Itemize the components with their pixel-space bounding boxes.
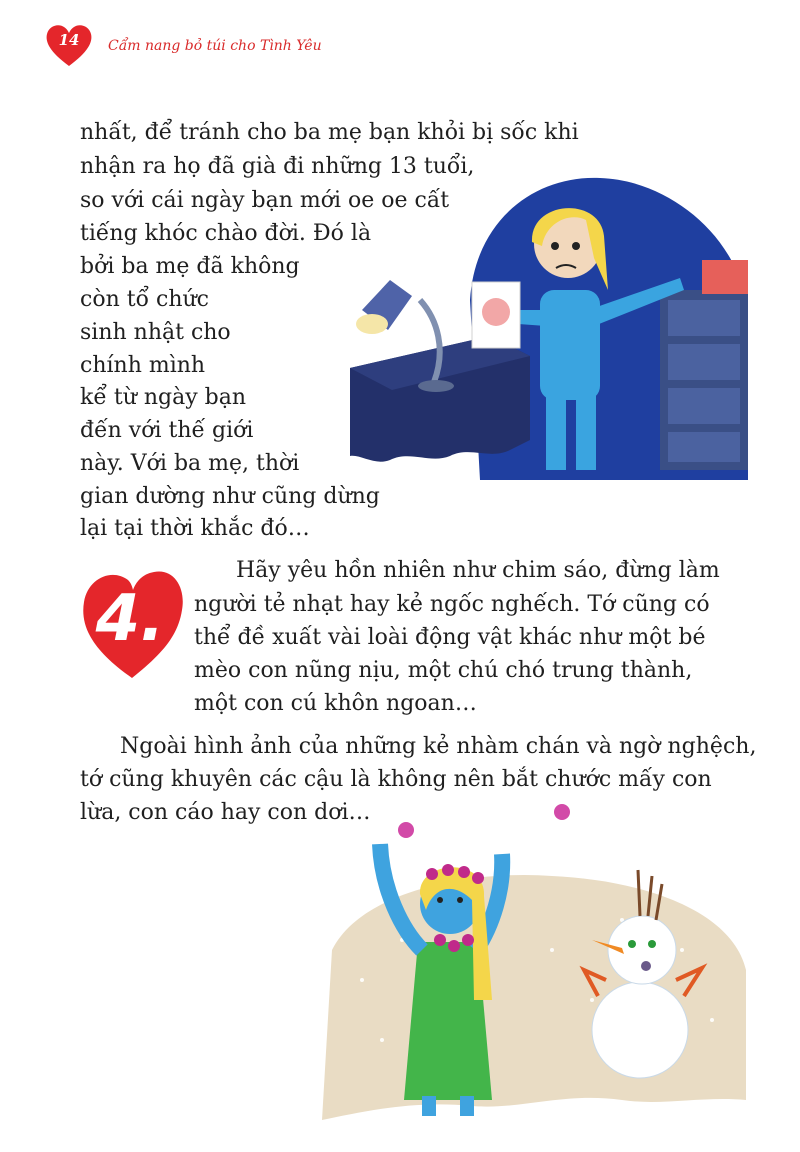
text-line: một con cú khôn ngoan… <box>194 691 477 716</box>
text-line: này. Với ba mẹ, thời <box>80 451 300 476</box>
text-line: Hãy yêu hồn nhiên như chim sáo, đừng làm <box>236 558 720 583</box>
page-number: 14 <box>58 31 80 49</box>
text-line: gian dường như cũng dừng <box>80 484 380 509</box>
text-line: mèo con nũng nịu, một chú chó trung thành, <box>194 658 693 683</box>
text-line: so với cái ngày bạn mới oe oe cất <box>80 188 450 213</box>
text-line: chính mình <box>80 353 206 378</box>
text-line: nhất, để tránh cho ba mẹ bạn khỏi bị sốc khi <box>80 120 579 145</box>
text-line: đến với thế giới <box>80 418 254 443</box>
running-title: Cẩm nang bỏ túi cho Tình Yêu <box>108 38 322 54</box>
text-line: Ngoài hình ảnh của những kẻ nhàm chán và ngờ nghệch, <box>120 734 757 759</box>
text-line: bởi ba mẹ đã không <box>80 254 300 279</box>
text-line: lại tại thời khắc đó… <box>80 516 310 541</box>
text-line: tiếng khóc chào đời. Đó là <box>80 221 372 246</box>
text-line: còn tổ chức <box>80 287 210 312</box>
text-line: sinh nhật cho <box>80 320 231 345</box>
text-line: người tẻ nhạt hay kẻ ngốc nghếch. Tớ cũng có <box>194 592 710 617</box>
text-line: tớ cũng khuyên các cậu là không nên bắt chước mấy con <box>80 767 712 792</box>
item-number: 4. <box>95 582 165 656</box>
text-line: lừa, con cáo hay con dơi… <box>80 800 371 825</box>
text-line: kể từ ngày bạn <box>80 385 247 410</box>
text-line: nhận ra họ đã già đi những 13 tuổi, <box>80 154 475 179</box>
text-line: thể đề xuất vài loài động vật khác như một bé <box>194 625 706 650</box>
illustration-girl-and-snowman <box>322 800 748 1120</box>
